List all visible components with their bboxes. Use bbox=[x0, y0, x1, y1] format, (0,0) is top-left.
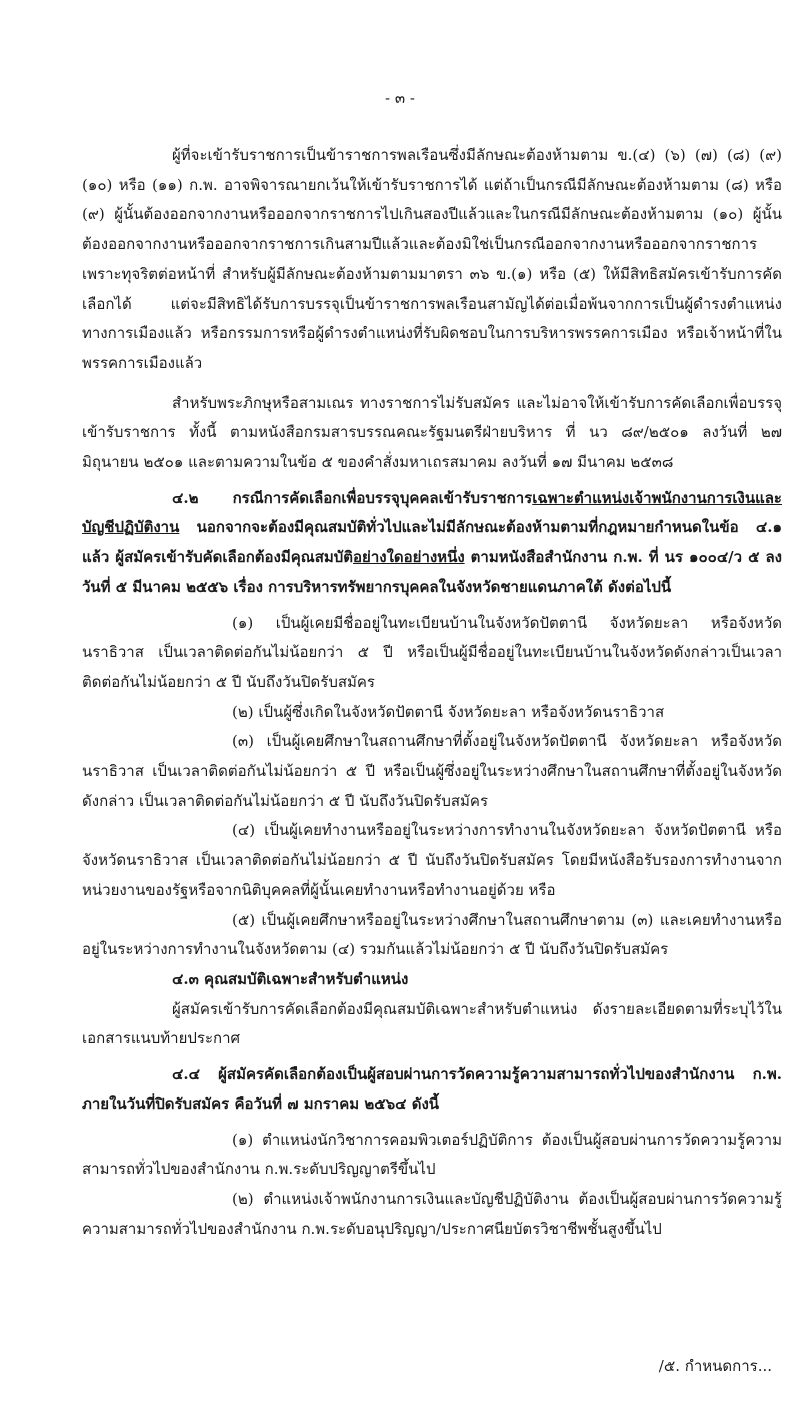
section-4-3-heading: ๔.๓ คุณสมบัติเฉพาะสำหรับตำแหน่ง bbox=[172, 969, 409, 988]
paragraph-exemption: ผู้ที่จะเข้ารับราชการเป็นข้าราชการพลเรือนซึ่งมีลักษณะต้องห้ามตาม ข.(๔) (๖) (๗) (๘) (๙) (๑๐) หรือ (๑๑) ก.พ. อาจพิจารณายกเว้นให้เข้ารับราชการได้ แต่ถ้าเป็นกรณีมีลักษณะต้องห้ามตาม (๘) หรือ (๙) ผู้นั้นต้องออกจากงานหรือออกจากราชการไปเกินสองปีแล้วและในกรณีมีลักษณะต้องห้ามตาม (๑๐) ผู้นั้นต้องออกจากงานหรือออกจากราชการเกินสามปีแล้วและต้องมิใช่เป็นกรณีออกจากงานหรือออกจากราชการเพราะทุจริตต่อหน้าที่ สำหรับผู้มีลักษณะต้องห้ามตามมาตรา ๓๖ ข.(๑) หรือ (๕) ให้มีสิทธิสมัครเข้ารับการคัดเลือกได้ แต่จะมีสิทธิได้รับการบรรจุเป็นข้าราชการพลเรือนสามัญได้ต่อเมื่อพ้นจากการเป็นผู้ดำรงตำแหน่งทางการเมืองแล้ว หรือกรรมการหรือผู้ดำรงตำแหน่งที่รับผิดชอบในการบริหารพรรคการเมือง หรือเจ้าหน้าที่ในพรรคการเมืองแล้ว bbox=[82, 146, 782, 372]
section-4-2-tail: ตามหนังสือสำนักงาน ก.พ. ที่ นร ๑๐๐๔/ว ๕ ลงวันที่ ๕ มีนาคม ๒๕๕๖ เรื่อง การบริหารทรัพยากรบุคคลในจังหวัดชายแดนภาคใต้ ดังต่อไปนี้ bbox=[82, 548, 783, 596]
section-4-2-lead: ๔.๒ กรณีการคัดเลือกเพื่อบรรจุบุคคลเข้ารับราชการ bbox=[172, 488, 533, 507]
continuation-note: /๕. กำหนดการ... bbox=[658, 1357, 772, 1375]
page-number: - ๓ - bbox=[385, 89, 415, 107]
paragraph-monks: สำหรับพระภิกษุหรือสามเณร ทางราชการไม่รับสมัคร และไม่อาจให้เข้ารับการคัดเลือกเพื่อบรรจุเข้ารับราชการ ทั้งนี้ ตามหนังสือกรมสารบรรณคณะรัฐมนตรีฝ่ายบริหาร ที่ นว ๘๙/๒๕๐๑ ลงวันที่ ๒๗ มิถุนายน ๒๕๐๑ และตามความในข้อ ๕ ของคำสั่งมหาเถรสมาคม ลงวันที่ ๑๗ มีนาคม ๒๕๓๘ bbox=[82, 393, 782, 472]
section-4-2-heading bbox=[82, 484, 782, 603]
section-4-2-mid: นอกจากจะต้องมีคุณสมบัติทั่วไปและไม่มีลักษณะต้องห้ามตามที่กฎหมายกำหนดในข้อ ๔.๑ แล้ว ผู้สมัครเข้ารับคัดเลือกต้องมีคุณสมบัติ bbox=[82, 518, 782, 567]
section-4-3-text: ผู้สมัครเข้ารับการคัดเลือกต้องมีคุณสมบัติเฉพาะสำหรับตำแหน่ง ดังรายละเอียดตามที่ระบุไว้ในเอกสารแนบท้ายประกาศ bbox=[82, 999, 782, 1048]
document-body bbox=[82, 141, 782, 1244]
section-4-4-heading: ๔.๔ ผู้สมัครคัดเลือกต้องเป็นผู้สอบผ่านการวัดความรู้ความสามารถทั่วไปของสำนักงาน ก.พ. ภายในวันที่ปิดรับสมัคร คือวันที่ ๗ มกราคม ๒๕๖๔ ดังนี้ bbox=[82, 1065, 782, 1113]
list-item: (๕) เป็นผู้เคยศึกษาหรืออยู่ในระหว่างศึกษาในสถานศึกษาตาม (๓) และเคยทำงานหรืออยู่ในระหว่างการทำงานในจังหวัดตาม (๔) รวมกันแล้วไม่น้อยกว่า ๕ ปี นับถึงวันปิดรับสมัคร bbox=[82, 910, 782, 959]
section-4-2-position: เฉพาะตำแหน่งเจ้าพนักงานการเงินและบัญชีปฏิบัติงาน bbox=[82, 488, 782, 537]
list-item: (๒) เป็นผู้ซึ่งเกิดในจังหวัดปัตตานี จังหวัดยะลา หรือจังหวัดนราธิวาส bbox=[232, 702, 665, 721]
list-item: (๒) ตำแหน่งเจ้าพนักงานการเงินและบัญชีปฏิบัติงาน ต้องเป็นผู้สอบผ่านการวัดความรู้ความสามารถทั่วไปของสำนักงาน ก.พ.ระดับอนุปริญญา/ประกาศนียบัตรวิชาชีพชั้นสูงขึ้นไป bbox=[82, 1189, 782, 1238]
list-item: (๔) เป็นผู้เคยทำงานหรืออยู่ในระหว่างการทำงานในจังหวัดยะลา จังหวัดปัตตานี หรือจังหวัดนราธิวาส เป็นเวลาติดต่อกันไม่น้อยกว่า ๕ ปี นับถึงวันปิดรับสมัคร โดยมีหนังสือรับรองการทำงานจากหน่วยงานของรัฐหรือจากนิติบุคคลที่ผู้นั้นเคยทำงานหรือทำงานอยู่ด้วย หรือ bbox=[82, 821, 782, 899]
list-item: (๑) เป็นผู้เคยมีชื่ออยู่ในทะเบียนบ้านในจังหวัดปัตตานี จังหวัดยะลา หรือจังหวัดนราธิวาส เป็นเวลาติดต่อกันไม่น้อยกว่า ๕ ปี หรือเป็นผู้มีชื่ออยู่ในทะเบียนบ้านในจังหวัดดังกล่าวเป็นเวลาติดต่อกันไม่น้อยกว่า ๕ ปี นับถึงวันปิดรับสมัคร bbox=[82, 613, 782, 691]
list-item: (๓) เป็นผู้เคยศึกษาในสถานศึกษาที่ตั้งอยู่ในจังหวัดปัตตานี จังหวัดยะลา หรือจังหวัดนราธิวาส เป็นเวลาติดต่อกันไม่น้อยกว่า ๕ ปี หรือเป็นผู้ซึ่งอยู่ในระหว่างศึกษาในสถานศึกษาที่ตั้งอยู่ในจังหวัดดังกล่าว เป็นเวลาติดต่อกันไม่น้อยกว่า ๕ ปี นับถึงวันปิดรับสมัคร bbox=[82, 732, 782, 810]
section-4-2-any: อย่างใดอย่างหนึ่ง bbox=[353, 548, 465, 567]
list-item: (๑) ตำแหน่งนักวิชาการคอมพิวเตอร์ปฏิบัติการ ต้องเป็นผู้สอบผ่านการวัดความรู้ความสามารถทั่วไปของสำนักงาน ก.พ.ระดับปริญญาตรีขึ้นไป bbox=[82, 1130, 782, 1179]
